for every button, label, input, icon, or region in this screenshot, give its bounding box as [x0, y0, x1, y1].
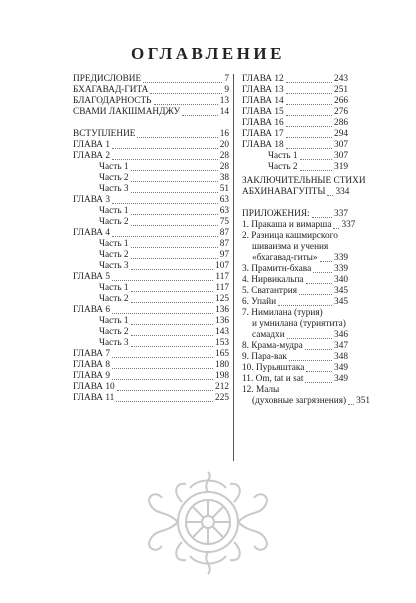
toc-right-column [242, 74, 371, 407]
toc-entry: самадхи 346 [252, 330, 348, 340]
toc-entry: ГЛАВА 6 136 [73, 305, 229, 315]
toc-entry: Часть 1 63 [99, 206, 229, 216]
toc-entry: ГЛАВА 11 225 [73, 393, 229, 403]
toc-entry: Часть 1 117 [99, 283, 229, 293]
toc-entry: ГЛАВА 18 307 [242, 140, 348, 150]
toc-entry: 7. Нимилана (турия) [242, 308, 323, 318]
toc-entry: ГЛАВА 8 180 [73, 360, 229, 370]
toc-entry: 2. Разница кашмирского [242, 231, 338, 241]
toc-entry: ПРИЛОЖЕНИЯ: 337 [242, 209, 348, 219]
dharma-wheel-ornament-icon [142, 470, 274, 578]
toc-entry: Часть 2 319 [268, 162, 348, 172]
toc-entry: Часть 3 153 [99, 338, 229, 348]
toc-entry: ГЛАВА 12 243 [242, 74, 348, 84]
toc-entry: 11. Om, tat и sat 349 [242, 374, 348, 384]
toc-entry: 4. Нирвикальпа 340 [242, 275, 348, 285]
toc-entry: 8. Крама-мудра 347 [242, 341, 348, 351]
toc-entry: Часть 1 307 [268, 151, 348, 161]
toc-entry: «бхагавад-гиты» 339 [252, 253, 348, 263]
toc-entry: БХАГАВАД-ГИТА 9 [73, 85, 229, 95]
toc-entry: 6. Упайи 345 [242, 297, 348, 307]
toc-entry: ГЛАВА 1 20 [73, 140, 229, 150]
toc-entry: ГЛАВА 3 63 [73, 195, 229, 205]
toc-entry: ГЛАВА 5 117 [73, 272, 229, 282]
toc-entry: БЛАГОДАРНОСТЬ 13 [73, 96, 229, 106]
toc-entry: Часть 1 136 [99, 316, 229, 326]
toc-entry: 10. Пурьяштака 349 [242, 363, 348, 373]
toc-entry: ЗАКЛЮЧИТЕЛЬНЫЕ СТИХИ [242, 176, 366, 186]
toc-entry: СВАМИ ЛАКШМАНДЖУ 14 [73, 107, 229, 117]
toc-entry: Часть 2 143 [99, 327, 229, 337]
toc-entry: ГЛАВА 17 294 [242, 129, 348, 139]
toc-entry: Часть 2 125 [99, 294, 229, 304]
toc-entry: 3. Прамитн-бхава 339 [242, 264, 348, 274]
toc-entry: АБХИНАВАГУПТЫ 334 [242, 187, 350, 197]
toc-entry: 5. Сватантрия 345 [242, 286, 348, 296]
toc-entry: 1. Пракаша и вимарша 337 [242, 220, 356, 230]
toc-entry: Часть 2 38 [99, 173, 229, 183]
toc-entry: Часть 2 75 [99, 217, 229, 227]
toc-entry: ГЛАВА 2 28 [73, 151, 229, 161]
toc-entry: и умнилана (туриятита) [252, 319, 346, 329]
toc-entry: Часть 3 107 [99, 261, 229, 271]
column-divider [233, 74, 234, 461]
toc-entry: ГЛАВА 9 198 [73, 371, 229, 381]
toc-entry: ГЛАВА 13 251 [242, 85, 348, 95]
toc-entry: ГЛАВА 10 212 [73, 382, 229, 392]
toc-left-column [73, 74, 229, 404]
toc-entry: шиваизма и учения [252, 242, 329, 252]
toc-entry: 12. Малы [242, 385, 280, 395]
toc-entry: Часть 3 51 [99, 184, 229, 194]
toc-entry: ПРЕДИСЛОВИЕ 7 [73, 74, 229, 84]
toc-entry: ГЛАВА 15 276 [242, 107, 348, 117]
toc-entry: (духовные загрязнения) 351 [252, 396, 371, 406]
toc-entry: ВСТУПЛЕНИЕ 16 [73, 129, 229, 139]
toc-entry: Часть 2 97 [99, 250, 229, 260]
toc-entry: ГЛАВА 16 286 [242, 118, 348, 128]
page-title: ОГЛАВЛЕНИЕ [131, 44, 285, 63]
toc-entry: Часть 1 28 [99, 162, 229, 172]
toc-entry: Часть 1 87 [99, 239, 229, 249]
toc-entry: 9. Пара-вак 348 [242, 352, 348, 362]
toc-entry: ГЛАВА 4 87 [73, 228, 229, 238]
toc-entry: ГЛАВА 7 165 [73, 349, 229, 359]
toc-entry: ГЛАВА 14 266 [242, 96, 348, 106]
